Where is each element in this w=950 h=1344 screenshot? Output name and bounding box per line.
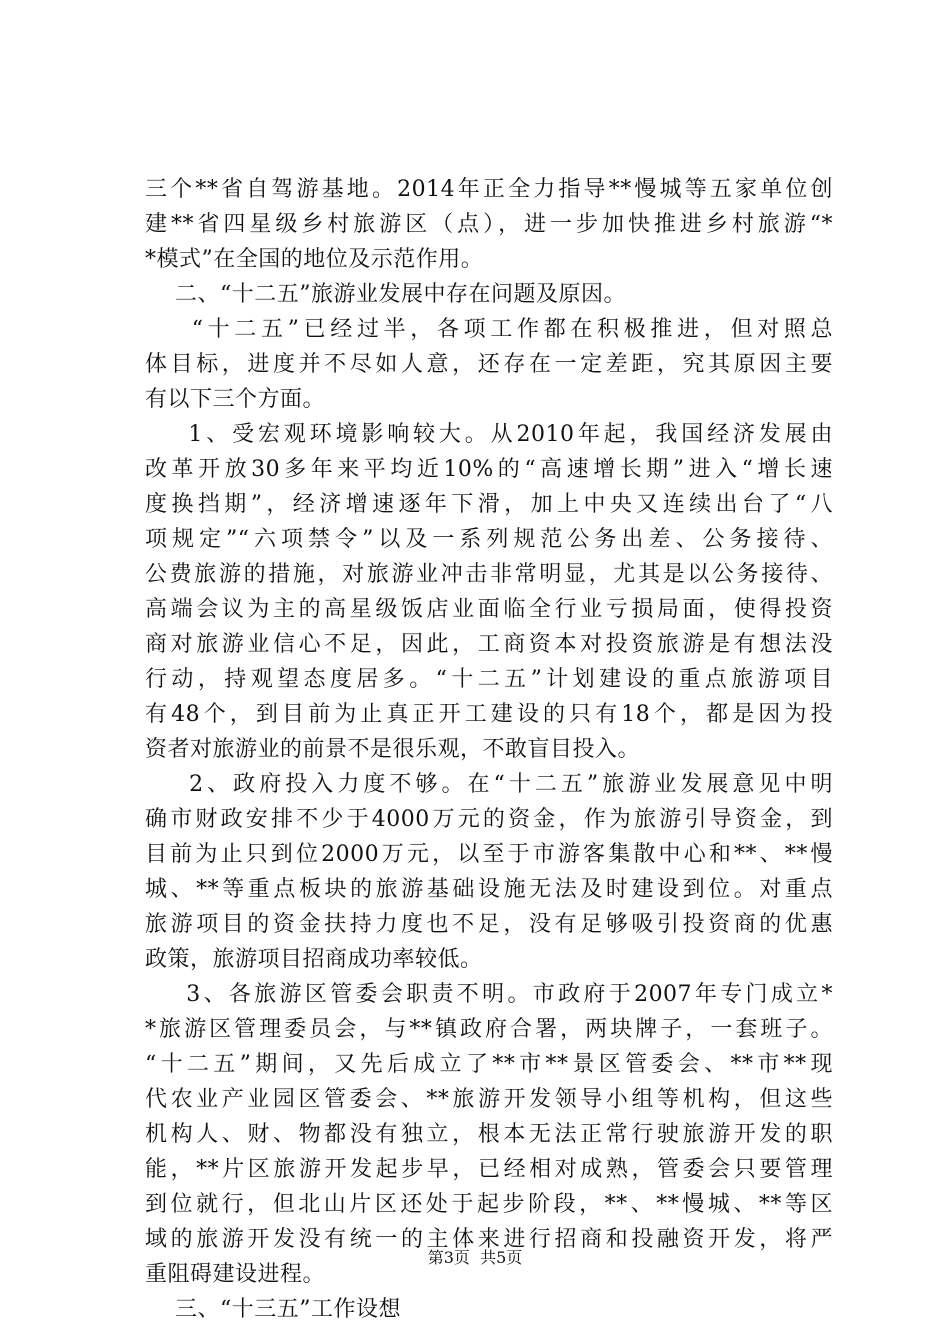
page-footer: 第3页 共5页 [427, 1248, 523, 1267]
text-line: 三个**省自驾游基地。2014年正全力指导**慢城等五家单位创 [145, 177, 833, 202]
text-line: *旅游区管理委员会，与**镇政府合署，两块牌子，一套班子。 [145, 1017, 833, 1042]
text-line: 域的旅游开发没有统一的主体来进行招商和投融资开发，将严 [145, 1227, 833, 1252]
text-line: 政策，旅游项目招商成功率较低。 [145, 947, 483, 972]
text-line: 到位就行，但北山片区还处于起步阶段，**、**慢城、**等区 [145, 1192, 833, 1217]
text-line: 城、**等重点板块的旅游基础设施无法及时建设到位。对重点 [145, 877, 833, 902]
text-line: 改革开放30多年来平均近10%的“高速增长期”进入“增长速 [145, 457, 833, 482]
text-line: “十二五”已经过半，各项工作都在积极推进，但对照总 [145, 317, 833, 342]
text-line: 度换挡期”，经济增速逐年下滑，加上中央又连续出台了“八 [145, 492, 833, 517]
text-line: 旅游项目的资金扶持力度也不足，没有足够吸引投资商的优惠 [145, 912, 833, 937]
text-line: 目前为止只到位2000万元，以至于市游客集散中心和**、**慢 [145, 842, 833, 867]
text-line: 二、“十二五”旅游业发展中存在问题及原因。 [145, 282, 626, 307]
text-line: 确市财政安排不少于4000万元的资金，作为旅游引导资金，到 [145, 807, 833, 832]
text-line: 资者对旅游业的前景不是很乐观，不敢盲目投入。 [145, 737, 641, 762]
text-line: 建**省四星级乡村旅游区（点），进一步加快推进乡村旅游“* [145, 212, 833, 237]
document-body [145, 172, 833, 1327]
text-line: 体目标，进度并不尽如人意，还存在一定差距，究其原因主要 [145, 352, 833, 377]
text-line: 代农业产业园区管委会、**旅游开发领导小组等机构，但这些 [145, 1087, 833, 1112]
text-line: 高端会议为主的高星级饭店业面临全行业亏损局面，使得投资 [145, 597, 833, 622]
text-line: 机构人、财、物都没有独立，根本无法正常行驶旅游开发的职 [145, 1122, 833, 1147]
text-line: 行动，持观望态度居多。“十二五”计划建设的重点旅游项目 [145, 667, 833, 692]
text-line: 2、政府投入力度不够。在“十二五”旅游业发展意见中明 [145, 772, 833, 797]
text-line: “十二五”期间，又先后成立了**市**景区管委会、**市**现 [145, 1052, 833, 1077]
text-line: 项规定”“六项禁令”以及一系列规范公务出差、公务接待、 [145, 527, 833, 552]
text-line: 有48个，到目前为止真正开工建设的只有18个，都是因为投 [145, 702, 833, 727]
text-line: 商对旅游业信心不足，因此，工商资本对投资旅游是有想法没 [145, 632, 833, 657]
text-line: 有以下三个方面。 [145, 387, 326, 412]
text-line: 能，**片区旅游开发起步早，已经相对成熟，管委会只要管理 [145, 1157, 833, 1182]
text-line: 重阻碍建设进程。 [145, 1262, 326, 1287]
text-line: 三、“十三五”工作设想 [145, 1297, 401, 1322]
text-line: *模式”在全国的地位及示范作用。 [145, 247, 484, 272]
text-line: 公费旅游的措施，对旅游业冲击非常明显，尤其是以公务接待、 [145, 562, 833, 587]
text-line: 1、受宏观环境影响较大。从2010年起，我国经济发展由 [145, 422, 833, 447]
text-line: 3、各旅游区管委会职责不明。市政府于2007年专门成立* [145, 982, 833, 1007]
